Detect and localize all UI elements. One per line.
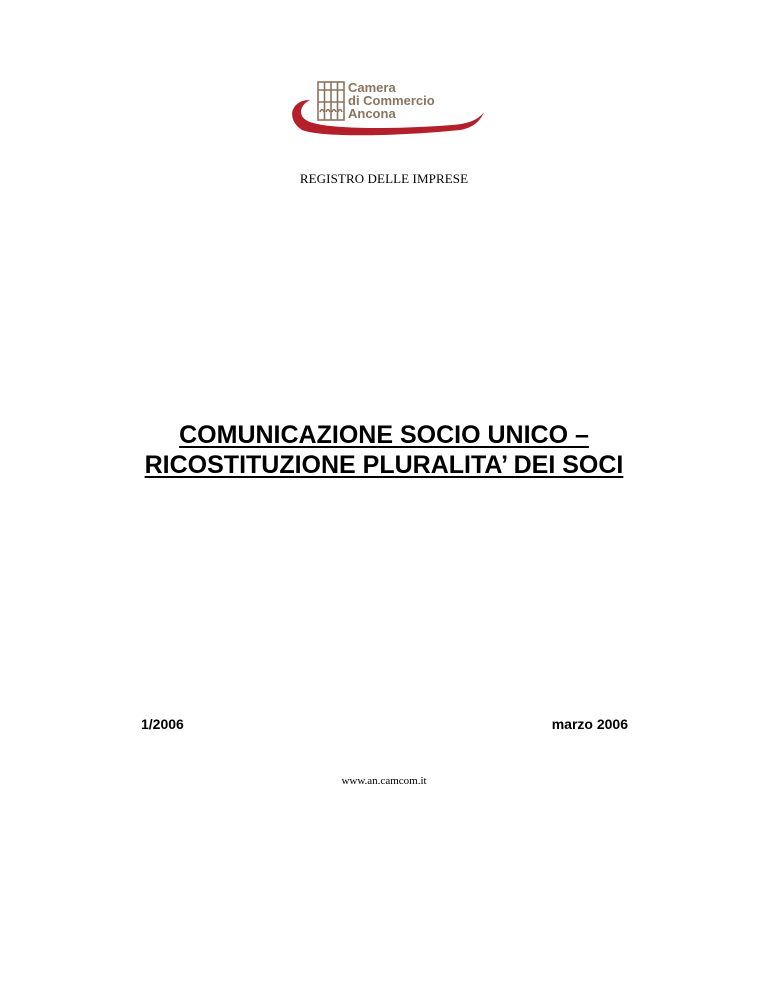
building-icon bbox=[318, 82, 344, 120]
title-line-1: COMUNICAZIONE SOCIO UNICO – bbox=[179, 421, 589, 449]
registry-heading: REGISTRO DELLE IMPRESE bbox=[299, 171, 469, 186]
website-url: www.an.camcom.it bbox=[341, 775, 427, 787]
title-line-2: RICOSTITUZIONE PLURALITA’ DEI SOCI bbox=[144, 451, 624, 479]
document-date: marzo 2006 bbox=[551, 716, 628, 732]
logo-line-camera: Camera bbox=[348, 80, 396, 95]
logo-text bbox=[348, 81, 435, 120]
document-title bbox=[0, 420, 768, 480]
logo-line-di-commercio: di Commercio bbox=[348, 93, 435, 108]
logo-line-ancona: Ancona bbox=[348, 106, 396, 121]
camera-di-commercio-logo bbox=[282, 78, 490, 140]
document-number: 1/2006 bbox=[141, 716, 184, 732]
